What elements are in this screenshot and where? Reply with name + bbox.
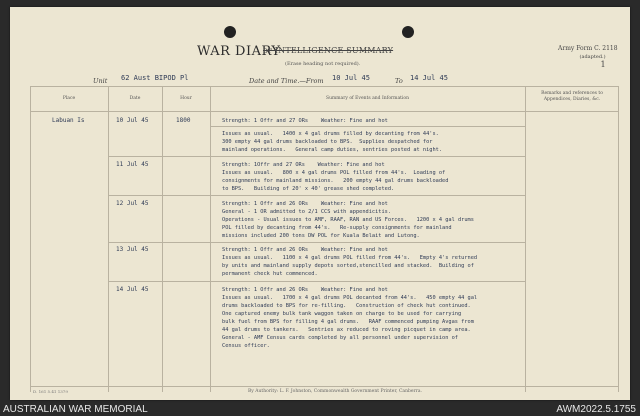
entry-date: 12 Jul 45: [116, 200, 149, 207]
col-header-date: Date: [129, 96, 141, 101]
entry-date: 10 Jul 45: [116, 117, 149, 124]
row-rule: [108, 156, 525, 157]
entry-summary: Strength: 1 Offr and 27 ORs Weather: Fine and hot: [222, 118, 388, 124]
row-rule: [210, 126, 525, 127]
entry-summary: Strength: 1 Offr and 26 ORs Weather: Fine and hot Issues as usual. 1700 x 4 gal drums POL decanted from 44's. 450 empty 44 gal drums backloaded to BPS for re-filling. Construction of check hut continued. One captured enemy bulk tank waggon taken on charge to be used for carrying bulk fuel from BPS for filling 4 gal drums. RAAF commenced pumping Avgas from 44 gal drums to tankers. Sentries ax reduced to roving picquet in camp area. General - AMF Census cards completed by all personnel under supervision of Census officer.: [222, 287, 478, 349]
entry-date: 11 Jul 45: [116, 161, 149, 168]
table-bottom-rule: [30, 386, 618, 387]
diary-title: WAR DIARY: [197, 44, 281, 59]
column-divider: [525, 86, 526, 392]
col-header-remarks: Remarks and references to Appendices, Diaries, &c.: [541, 91, 603, 102]
entry-place: Labuan Is: [52, 117, 85, 124]
column-divider: [210, 86, 211, 392]
entry-summary: Strength: 1 Offr and 26 ORs Weather: Fine and hot General - 1 OR admitted to 2/1 CCS with appendicitis. Operations - Usual issues to AMF, RAAF, RAN and US Forces. 1200 x 4 gal drums POL filled by decanting from 44's. Re-supply consignments for mainland missions included 200 tons DW POL for Kuala Belait and Lutong.: [222, 201, 474, 239]
page-number: 1: [600, 60, 606, 69]
army-form-number: Army Form C. 2118: [558, 45, 618, 52]
column-divider: [30, 86, 31, 392]
col-header-summary: Summary of Events and Information: [326, 96, 409, 101]
col-header-hour: Hour: [180, 96, 192, 101]
unit-value: 62 Aust BIPOD Pl: [121, 74, 189, 82]
date-time-label: Date and Time.—From: [249, 77, 324, 85]
col-header-place: Place: [62, 96, 76, 101]
army-form-label: [558, 45, 618, 69]
table-top-rule: [30, 86, 618, 87]
entry-summary: Issues as usual. 1400 x 4 gal drums filled by decanting from 44's. 300 empty 44 gal drums backloaded to BPS. Supplies despatched for mainland operations. General camp duties, sentries posted at night.: [222, 131, 443, 153]
entry-date: 14 Jul 45: [116, 286, 149, 293]
table-header-rule: [30, 111, 618, 112]
entry-summary: Strength: 1 Offr and 26 ORs Weather: Fine and hot Issues as usual. 1100 x 4 gal drums POL filled from 44's. Empty 4's returned by units and mainland supply depots sorted,stencilled and stacked. Building of permanent check hut commenced.: [222, 247, 478, 277]
print-reference: D. 161 5.41 1379: [33, 389, 68, 394]
column-divider: [618, 86, 619, 392]
army-form-adapted: (adapted.): [579, 54, 606, 60]
archive-caption: AUSTRALIAN WAR MEMORIAL: [3, 404, 148, 415]
row-rule: [108, 242, 525, 243]
row-rule: [108, 195, 525, 196]
date-from-value: 10 Jul 45: [332, 74, 370, 82]
date-to-label: To: [395, 77, 403, 85]
punch-hole: [402, 26, 414, 38]
entry-summary: Strength: 1Offr and 27 ORs Weather: Fine and hot Issues as usual. 800 x 4 gal drums POL filled from 44's. Loading of consignments for mainland missions. 200 empty 44 gal drums backloaded to BPS. Building of 20' x 40' grease shed completed.: [222, 162, 449, 192]
row-rule: [108, 281, 525, 282]
accession-number: AWM2022.5.1755: [556, 404, 636, 415]
erase-note: (Erase heading not required).: [285, 61, 361, 67]
column-divider: [108, 86, 109, 392]
unit-label: Unit: [93, 77, 108, 85]
punch-hole: [224, 26, 236, 38]
entry-date: 13 Jul 45: [116, 246, 149, 253]
entry-hour: 1800: [176, 117, 191, 124]
column-divider: [162, 86, 163, 392]
date-to-value: 14 Jul 45: [410, 74, 448, 82]
struck-heading: or INTELLIGENCE SUMMARY: [263, 46, 394, 55]
printer-authority: By Authority: L. F. Johnston, Commonwealth Government Printer, Canberra.: [248, 389, 422, 394]
